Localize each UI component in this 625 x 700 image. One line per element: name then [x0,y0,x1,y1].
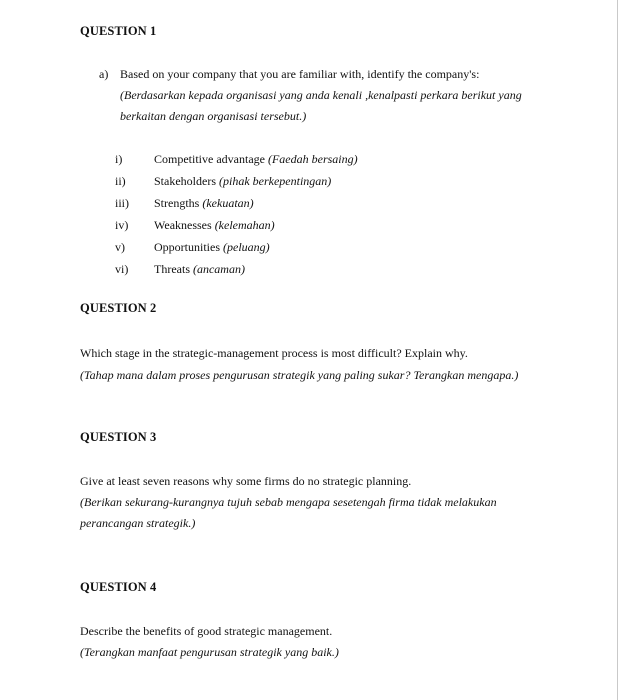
question-3-text: Give at least seven reasons why some firms do no strategic planning. [80,474,412,488]
list-item-number: ii) [115,174,126,188]
question-1-prompt-malay-line-1: (Berdasarkan kepada organisasi yang anda kenali ,kenalpasti perkara berikut yang [120,88,522,102]
question-4-text: Describe the benefits of good strategic management. [80,624,333,638]
question-1-heading: QUESTION 1 [80,24,157,38]
list-item-text: Competitive advantage [154,152,265,166]
question-1-part-label: a) [99,67,109,81]
list-item-text: Weaknesses [154,218,212,232]
list-item-number: v) [115,240,125,254]
list-item-number: iv) [115,218,129,232]
list-item-malay: (kelemahan) [214,218,275,232]
list-item-text: Opportunities [154,240,220,254]
list-item [154,152,358,167]
list-item-malay: (pihak berkepentingan) [219,174,332,188]
question-4-heading: QUESTION 4 [80,580,157,594]
list-item-text: Stakeholders [154,174,216,188]
list-item-text: Strengths [154,196,200,210]
question-3-malay-line-1: (Berikan sekurang-kurangnya tujuh sebab mengapa sesetengah firma tidak melakukan [80,495,497,509]
list-item-number: iii) [115,196,129,210]
list-item [154,218,275,233]
list-item [154,196,254,211]
question-3-malay-line-2: perancangan strategik.) [80,516,196,530]
page-edge [617,0,618,700]
question-4-malay: (Terangkan manfaat pengurusan strategik yang baik.) [80,645,339,659]
question-2-malay: (Tahap mana dalam proses pengurusan strategik yang paling sukar? Terangkan mengapa.) [80,368,519,382]
list-item [154,240,270,255]
question-3-heading: QUESTION 3 [80,430,157,444]
list-item-text: Threats [154,262,190,276]
list-item-malay: (ancaman) [192,262,245,276]
list-item-malay: (kekuatan) [202,196,254,210]
list-item-number: vi) [115,262,129,276]
list-item-number: i) [115,152,123,166]
question-2-text: Which stage in the strategic-management process is most difficult? Explain why. [80,346,468,360]
list-item [154,262,245,277]
question-2-heading: QUESTION 2 [80,301,157,315]
question-1-prompt-malay-line-2: berkaitan dengan organisasi tersebut.) [120,109,307,123]
question-1-prompt: Based on your company that you are familiar with, identify the company's: [120,67,480,81]
list-item-malay: (Faedah bersaing) [267,152,358,166]
list-item [154,174,331,189]
list-item-malay: (peluang) [223,240,270,254]
